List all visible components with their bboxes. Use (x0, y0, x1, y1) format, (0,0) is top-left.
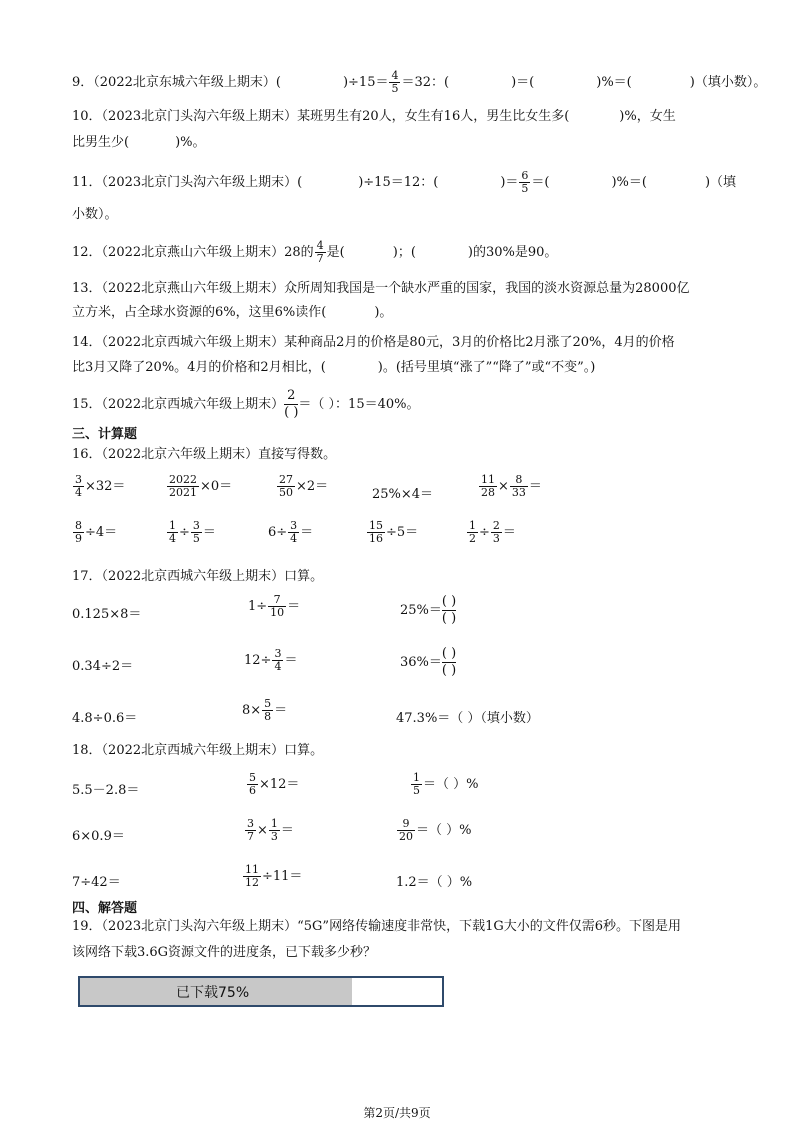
q18-item: 1.2＝（ ）% (396, 875, 473, 890)
q11-fraction: $\frac{6}{5}$ (521, 169, 529, 195)
q11-text: ＝( (531, 175, 550, 190)
question-18-title: 18．（2022北京西城六年级上期末）口算。 (72, 743, 324, 758)
question-10-line2: 比男生少( )%。 (72, 135, 206, 150)
question-10-line1: 10．（2023北京门头沟六年级上期末）某班男生有20人，女生有16人，男生比女生多( )%，女生 (72, 109, 676, 124)
q9-fraction: $\frac{4}{5}$ (391, 69, 399, 95)
q18-item: $\frac{3}{7}$ × $\frac{1}{3}$ ＝ (247, 817, 294, 843)
question-12: 12．（2022北京燕山六年级上期末）28的 $\frac{4}{7}$ 是( )；( )的30%是90。 (72, 239, 558, 265)
question-17-title: 17．（2022北京西城六年级上期末）口算。 (72, 569, 324, 584)
q18-item: $\frac{1}{5}$ ＝（ ）% (413, 771, 479, 797)
question-16-title: 16．（2022北京六年级上期末）直接写得数。 (72, 447, 337, 462)
question-13-line2: 立方米，占全球水资源的6%，这里6%读作( )。 (72, 305, 393, 320)
q17-item: 8× $\frac{5}{8}$ ＝ (242, 697, 288, 723)
q18-item: 5.5－2.8＝ (72, 783, 140, 798)
q9-text: ＝32：( (401, 75, 450, 90)
q17-item: 0.34÷2＝ (72, 659, 134, 674)
progress-label: 已下载75% (176, 985, 250, 1001)
q11-text: )%＝( (611, 175, 647, 190)
question-9 (72, 70, 766, 95)
q9-number: 9． (72, 75, 94, 90)
q9-text: )÷15＝ (342, 75, 389, 90)
q9-text: )＝( (511, 75, 535, 90)
section-4-heading: 四、解答题 (72, 901, 138, 916)
q17-item: 0.125×8＝ (72, 607, 142, 622)
q17-item: 36%＝ ( ) ( ) (400, 646, 457, 678)
q17-item: 12÷ $\frac{3}{4}$ ＝ (244, 647, 298, 673)
section-3-heading: 三、计算题 (72, 427, 138, 442)
q16-item: $\frac{15}{16}$ ÷5＝ (369, 519, 419, 545)
q16-item: $\frac{1}{4}$ ÷ $\frac{3}{5}$ ＝ (169, 519, 216, 545)
question-13-line1: 13．（2022北京燕山六年级上期末）众所周知我国是一个缺水严重的国家，我国的淡水资源总量为28000亿 (72, 281, 690, 296)
page-footer: 第2页/共9页 (363, 1106, 431, 1120)
q16-item: $\frac{27}{50}$ ×2＝ (279, 473, 329, 499)
q16-item: $\frac{11}{28}$ × $\frac{8}{33}$ ＝ (481, 473, 542, 499)
q11-text: )÷15＝12：( (358, 175, 439, 190)
question-11 (72, 170, 736, 195)
q12-fraction: $\frac{4}{7}$ (316, 239, 324, 265)
question-19-line1: 19．（2023北京门头沟六年级上期末）“5G”网络传输速度非常快，下载1G大小的文件仅需6秒。下图是用 (72, 919, 682, 934)
q18-item: $\frac{9}{20}$ ＝（ ）% (399, 817, 472, 843)
q16-item: $\frac{8}{9}$ ÷4＝ (75, 519, 118, 545)
q16-item: $\frac{1}{2}$ ÷ $\frac{2}{3}$ ＝ (469, 519, 516, 545)
q17-item: 1÷ $\frac{7}{10}$ ＝ (248, 593, 301, 619)
q9-text: )（填小数）。 (689, 75, 767, 90)
download-progress-bar (78, 976, 444, 1007)
q9-text: )%＝( (596, 75, 632, 90)
question-11-line2: 小数）。 (72, 207, 118, 222)
question-14-line2: 比3月又降了20%。4月的价格和2月相比，( )。(括号里填“涨了”“降了”或“不变”。) (72, 360, 596, 375)
question-15: 15．（2022北京西城六年级上期末） 2 ( )＝（ ）：15＝40%。 (72, 388, 420, 420)
q16-item: $\frac{3}{4}$ ×32＝ (75, 473, 126, 499)
q16-item: 6÷ $\frac{3}{4}$ ＝ (268, 519, 314, 545)
q17-item: 25%＝ ( ) ( ) (400, 594, 457, 626)
question-14-line1: 14．（2022北京西城六年级上期末）某种商品2月的价格是80元，3月的价格比2月涨了20%，4月的价格 (72, 335, 675, 350)
q9-source: （2022北京东城六年级上期末） (93, 75, 276, 90)
q17-item: 47.3%＝（ ）（填小数） (396, 711, 539, 726)
q18-item: 6×0.9＝ (72, 829, 125, 844)
q15-fraction: 2 ( ) (284, 388, 299, 420)
q18-item: $\frac{5}{6}$ ×12＝ (249, 771, 300, 797)
q11-text: )（填 (704, 175, 737, 190)
q18-item: 7÷42＝ (72, 875, 121, 890)
q18-item: $\frac{11}{12}$ ÷11＝ (245, 863, 303, 889)
q11-text: 11．（2023北京门头沟六年级上期末）( (72, 175, 303, 190)
q16-item: $\frac{2022}{2021}$ ×0＝ (169, 473, 233, 499)
question-19-line2: 该网络下载3.6G资源文件的进度条，已下载多少秒？ (72, 945, 377, 960)
q16-item: 25%×4＝ (372, 487, 434, 502)
q11-text: )＝ (500, 175, 519, 190)
q9-text: ( (275, 75, 281, 90)
q17-item: 4.8÷0.6＝ (72, 711, 138, 726)
